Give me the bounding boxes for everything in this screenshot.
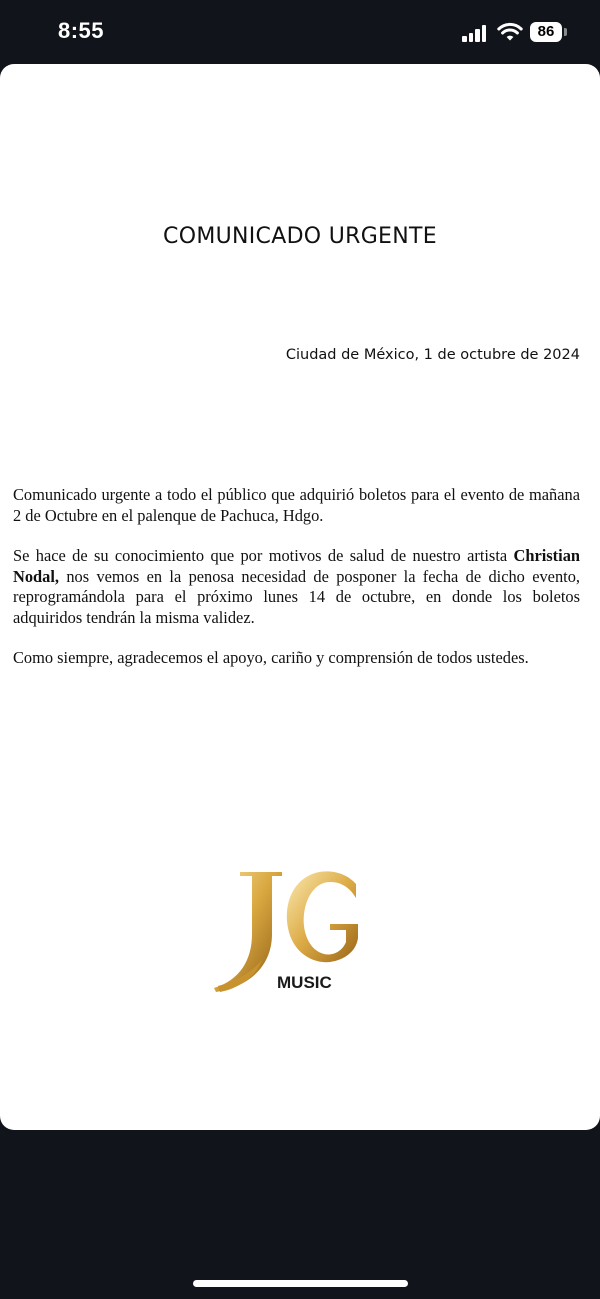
logo-wordmark: MUSIC	[277, 973, 332, 992]
document-body	[13, 485, 580, 689]
paragraph-2	[13, 546, 580, 628]
document-date: Ciudad de México, 1 de octubre de 2024	[285, 347, 580, 363]
paragraph-3: Como siempre, agradecemos el apoyo, cariño y comprensión de todos ustedes.	[13, 648, 529, 667]
document-sheet	[0, 64, 600, 1130]
paragraph-1: Comunicado urgente a todo el público que adquirió boletos para el evento de mañana 2 de Octubre en el palenque de Pachuca, Hdgo.	[13, 485, 580, 525]
battery-level: 86	[530, 22, 562, 42]
artist-name: Christian Nodal,	[13, 546, 580, 586]
wifi-icon	[497, 22, 523, 42]
status-time: 8:55	[58, 18, 105, 43]
paragraph-2-rest: nos vemos en la penosa necesidad de posponer la fecha de dicho evento, reprogramándola para el próximo lunes 14 de octubre, en donde los boletos adquiridos tendrán la misma validez.	[13, 566, 580, 627]
document-title: COMUNICADO URGENTE	[163, 224, 437, 249]
home-indicator[interactable]	[193, 1280, 408, 1287]
battery-icon	[530, 22, 568, 42]
status-bar	[0, 0, 600, 62]
jg-music-logo	[210, 864, 370, 1004]
signal-icon	[462, 25, 490, 42]
paragraph-2-lead: Se hace de su conocimiento que por motivos de salud de nuestro artista	[13, 546, 514, 565]
